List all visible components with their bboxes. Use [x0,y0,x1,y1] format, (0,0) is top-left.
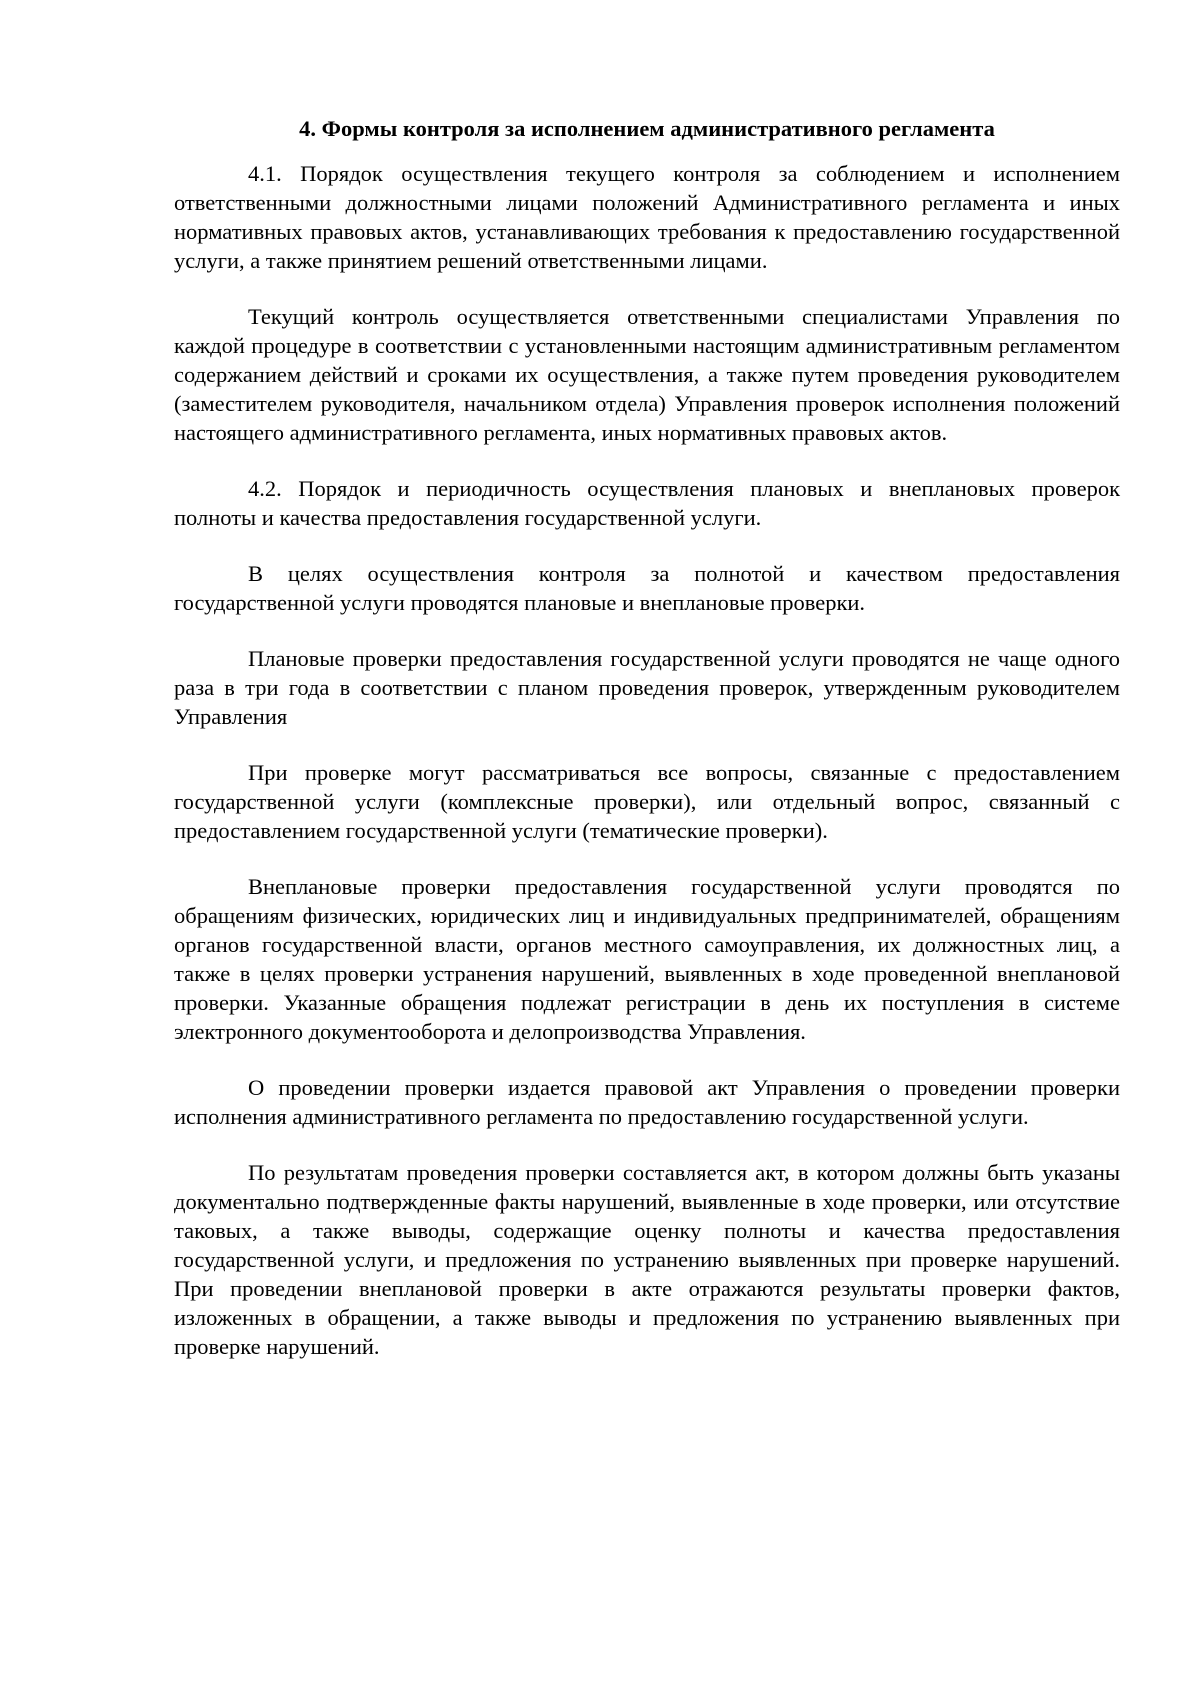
paragraph-current-control: Текущий контроль осуществляется ответственными специалистами Управления по каждой процедуре в соответствии с установленными настоящим административным регламентом содержанием действий и сроками их осуществления, а также путем проведения руководителем (заместителем руководителя, начальником отдела) Управления проверок исполнения положений настоящего административного регламента, иных нормативных правовых актов. [174,304,1120,445]
document-body [174,114,1120,1361]
paragraph-planned-checks: Плановые проверки предоставления государственной услуги проводятся не чаще одного раза в три года в соответствии с планом проведения проверок, утвержденным руководителем Управления [174,646,1120,729]
paragraph-control-purpose: В целях осуществления контроля за полнотой и качеством предоставления государственной услуги проводятся плановые и внеплановые проверки. [174,561,1120,615]
section-title: 4. Формы контроля за исполнением административного регламента [299,116,995,141]
paragraph-legal-act: О проведении проверки издается правовой акт Управления о проведении проверки исполнения административного регламента по предоставлению государственной услуги. [174,1075,1120,1129]
paragraph-unplanned-checks: Внеплановые проверки предоставления государственной услуги проводятся по обращениям физических, юридических лиц и индивидуальных предпринимателей, обращениям органов государственной власти, органов местного самоуправления, их должностных лиц, а также в целях проверки устранения нарушений, выявленных в ходе проведенной внеплановой проверки. Указанные обращения подлежат регистрации в день их поступления в системе электронного документооборота и делопроизводства Управления. [174,874,1120,1044]
paragraph-check-results: По результатам проведения проверки составляется акт, в котором должны быть указаны документально подтвержденные факты нарушений, выявленные в ходе проверки, или отсутствие таковых, а также выводы, содержащие оценку полноты и качества предоставления государственной услуги, и предложения по устранению выявленных при проверке нарушений. При проведении внеплановой проверки в акте отражаются результаты проверки фактов, изложенных в обращении, а также выводы и предложения по устранению выявленных при проверке нарушений. [174,1160,1120,1359]
paragraph-4-1: 4.1. Порядок осуществления текущего контроля за соблюдением и исполнением ответственными должностными лицами положений Административного регламента и иных нормативных правовых актов, устанавливающих требования к предоставлению государственной услуги, а также принятием решений ответственными лицами. [174,161,1120,273]
paragraph-4-2: 4.2. Порядок и периодичность осуществления плановых и внеплановых проверок полноты и качества предоставления государственной услуги. [174,476,1120,530]
paragraph-check-scope: При проверке могут рассматриваться все вопросы, связанные с предоставлением государственной услуги (комплексные проверки), или отдельный вопрос, связанный с предоставлением государственной услуги (тематические проверки). [174,760,1120,843]
